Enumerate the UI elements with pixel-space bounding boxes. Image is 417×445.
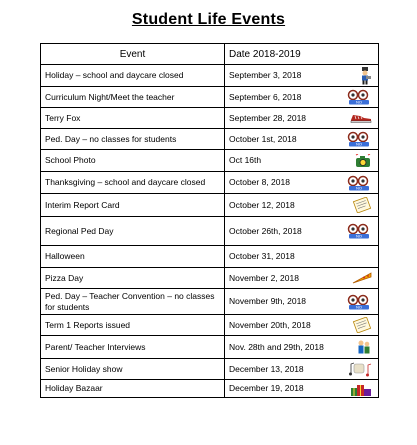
no-school-icon: [346, 175, 372, 191]
report-card-icon: [352, 317, 372, 333]
event-cell: Parent/ Teacher Interviews: [41, 336, 225, 359]
worker-icon: [360, 67, 372, 85]
table-row: [41, 87, 379, 108]
date-cell: [225, 172, 379, 194]
date-cell: [225, 194, 379, 217]
date-cell: [225, 108, 379, 129]
date-cell: [225, 268, 379, 289]
date-text: October 1st, 2018: [229, 133, 297, 144]
date-text: October 31, 2018: [229, 251, 295, 261]
date-text: December 19, 2018: [229, 383, 304, 393]
event-cell: Ped. Day – no classes for students: [41, 129, 225, 150]
date-cell: [225, 380, 379, 398]
table-row: [41, 246, 379, 268]
gifts-icon: [350, 381, 372, 397]
event-cell: Halloween: [41, 246, 225, 268]
event-cell: Term 1 Reports issued: [41, 315, 225, 336]
event-cell: Pizza Day: [41, 268, 225, 289]
event-cell: Terry Fox: [41, 108, 225, 129]
svg-text:NO: NO: [356, 304, 362, 310]
table-row: [41, 336, 379, 359]
date-cell: [225, 217, 379, 246]
event-cell: Curriculum Night/Meet the teacher: [41, 87, 225, 108]
pizza-icon: [352, 272, 372, 284]
table-row: [41, 172, 379, 194]
event-cell: Ped. Day – Teacher Convention – no classes for students: [41, 289, 225, 315]
table-row: [41, 380, 379, 398]
music-icon: [348, 361, 372, 377]
date-column-header: Date 2018-2019: [225, 44, 379, 65]
table-row: [41, 65, 379, 87]
header-row: [41, 44, 379, 65]
table-row: [41, 194, 379, 217]
date-text: September 28, 2018: [229, 112, 307, 123]
events-table: [40, 43, 379, 398]
svg-text:NO: NO: [356, 185, 362, 191]
no-school-icon: [346, 294, 372, 310]
date-cell: [225, 150, 379, 172]
date-text: October 12, 2018: [229, 199, 295, 210]
svg-text:NO: NO: [356, 233, 362, 239]
date-cell: [225, 315, 379, 336]
date-text: November 2, 2018: [229, 272, 299, 283]
table-row: [41, 268, 379, 289]
date-cell: [225, 289, 379, 315]
table-row: [41, 315, 379, 336]
date-cell: [225, 336, 379, 359]
svg-text:NO: NO: [356, 141, 362, 147]
no-school-icon: [346, 131, 372, 147]
table-row: [41, 217, 379, 246]
table-row: [41, 150, 379, 172]
date-text: September 3, 2018: [229, 70, 302, 80]
date-cell: [225, 87, 379, 108]
date-text: September 6, 2018: [229, 91, 302, 102]
report-card-icon: [352, 197, 372, 213]
table-row: [41, 129, 379, 150]
date-text: December 13, 2018: [229, 363, 304, 374]
event-cell: Senior Holiday show: [41, 359, 225, 380]
svg-text:NO: NO: [356, 99, 362, 105]
event-cell: Regional Ped Day: [41, 217, 225, 246]
event-cell: Holiday – school and daycare closed: [41, 65, 225, 87]
page-title: Student Life Events: [131, 11, 286, 28]
event-cell: Holiday Bazaar: [41, 380, 225, 398]
date-text: November 20th, 2018: [229, 319, 311, 330]
date-cell: [225, 359, 379, 380]
date-text: Oct 16th: [229, 155, 262, 165]
running-shoe-icon: [350, 113, 372, 123]
event-column-header: Event: [41, 44, 225, 65]
no-school-icon: [346, 223, 372, 239]
date-text: Nov. 28th and 29th, 2018: [229, 341, 324, 352]
date-cell: [225, 65, 379, 87]
table-row: [41, 108, 379, 129]
date-text: October 26th, 2018: [229, 225, 302, 236]
event-cell: Interim Report Card: [41, 194, 225, 217]
table-row: [41, 289, 379, 315]
date-cell: [225, 129, 379, 150]
table-row: [41, 359, 379, 380]
date-text: October 8, 2018: [229, 177, 290, 187]
date-cell: [225, 246, 379, 268]
no-school-icon: [346, 89, 372, 105]
camera-icon: [354, 154, 372, 168]
event-cell: School Photo: [41, 150, 225, 172]
date-text: November 9th, 2018: [229, 296, 307, 306]
people-icon: [356, 339, 372, 355]
event-cell: Thanksgiving – school and daycare closed: [41, 172, 225, 194]
